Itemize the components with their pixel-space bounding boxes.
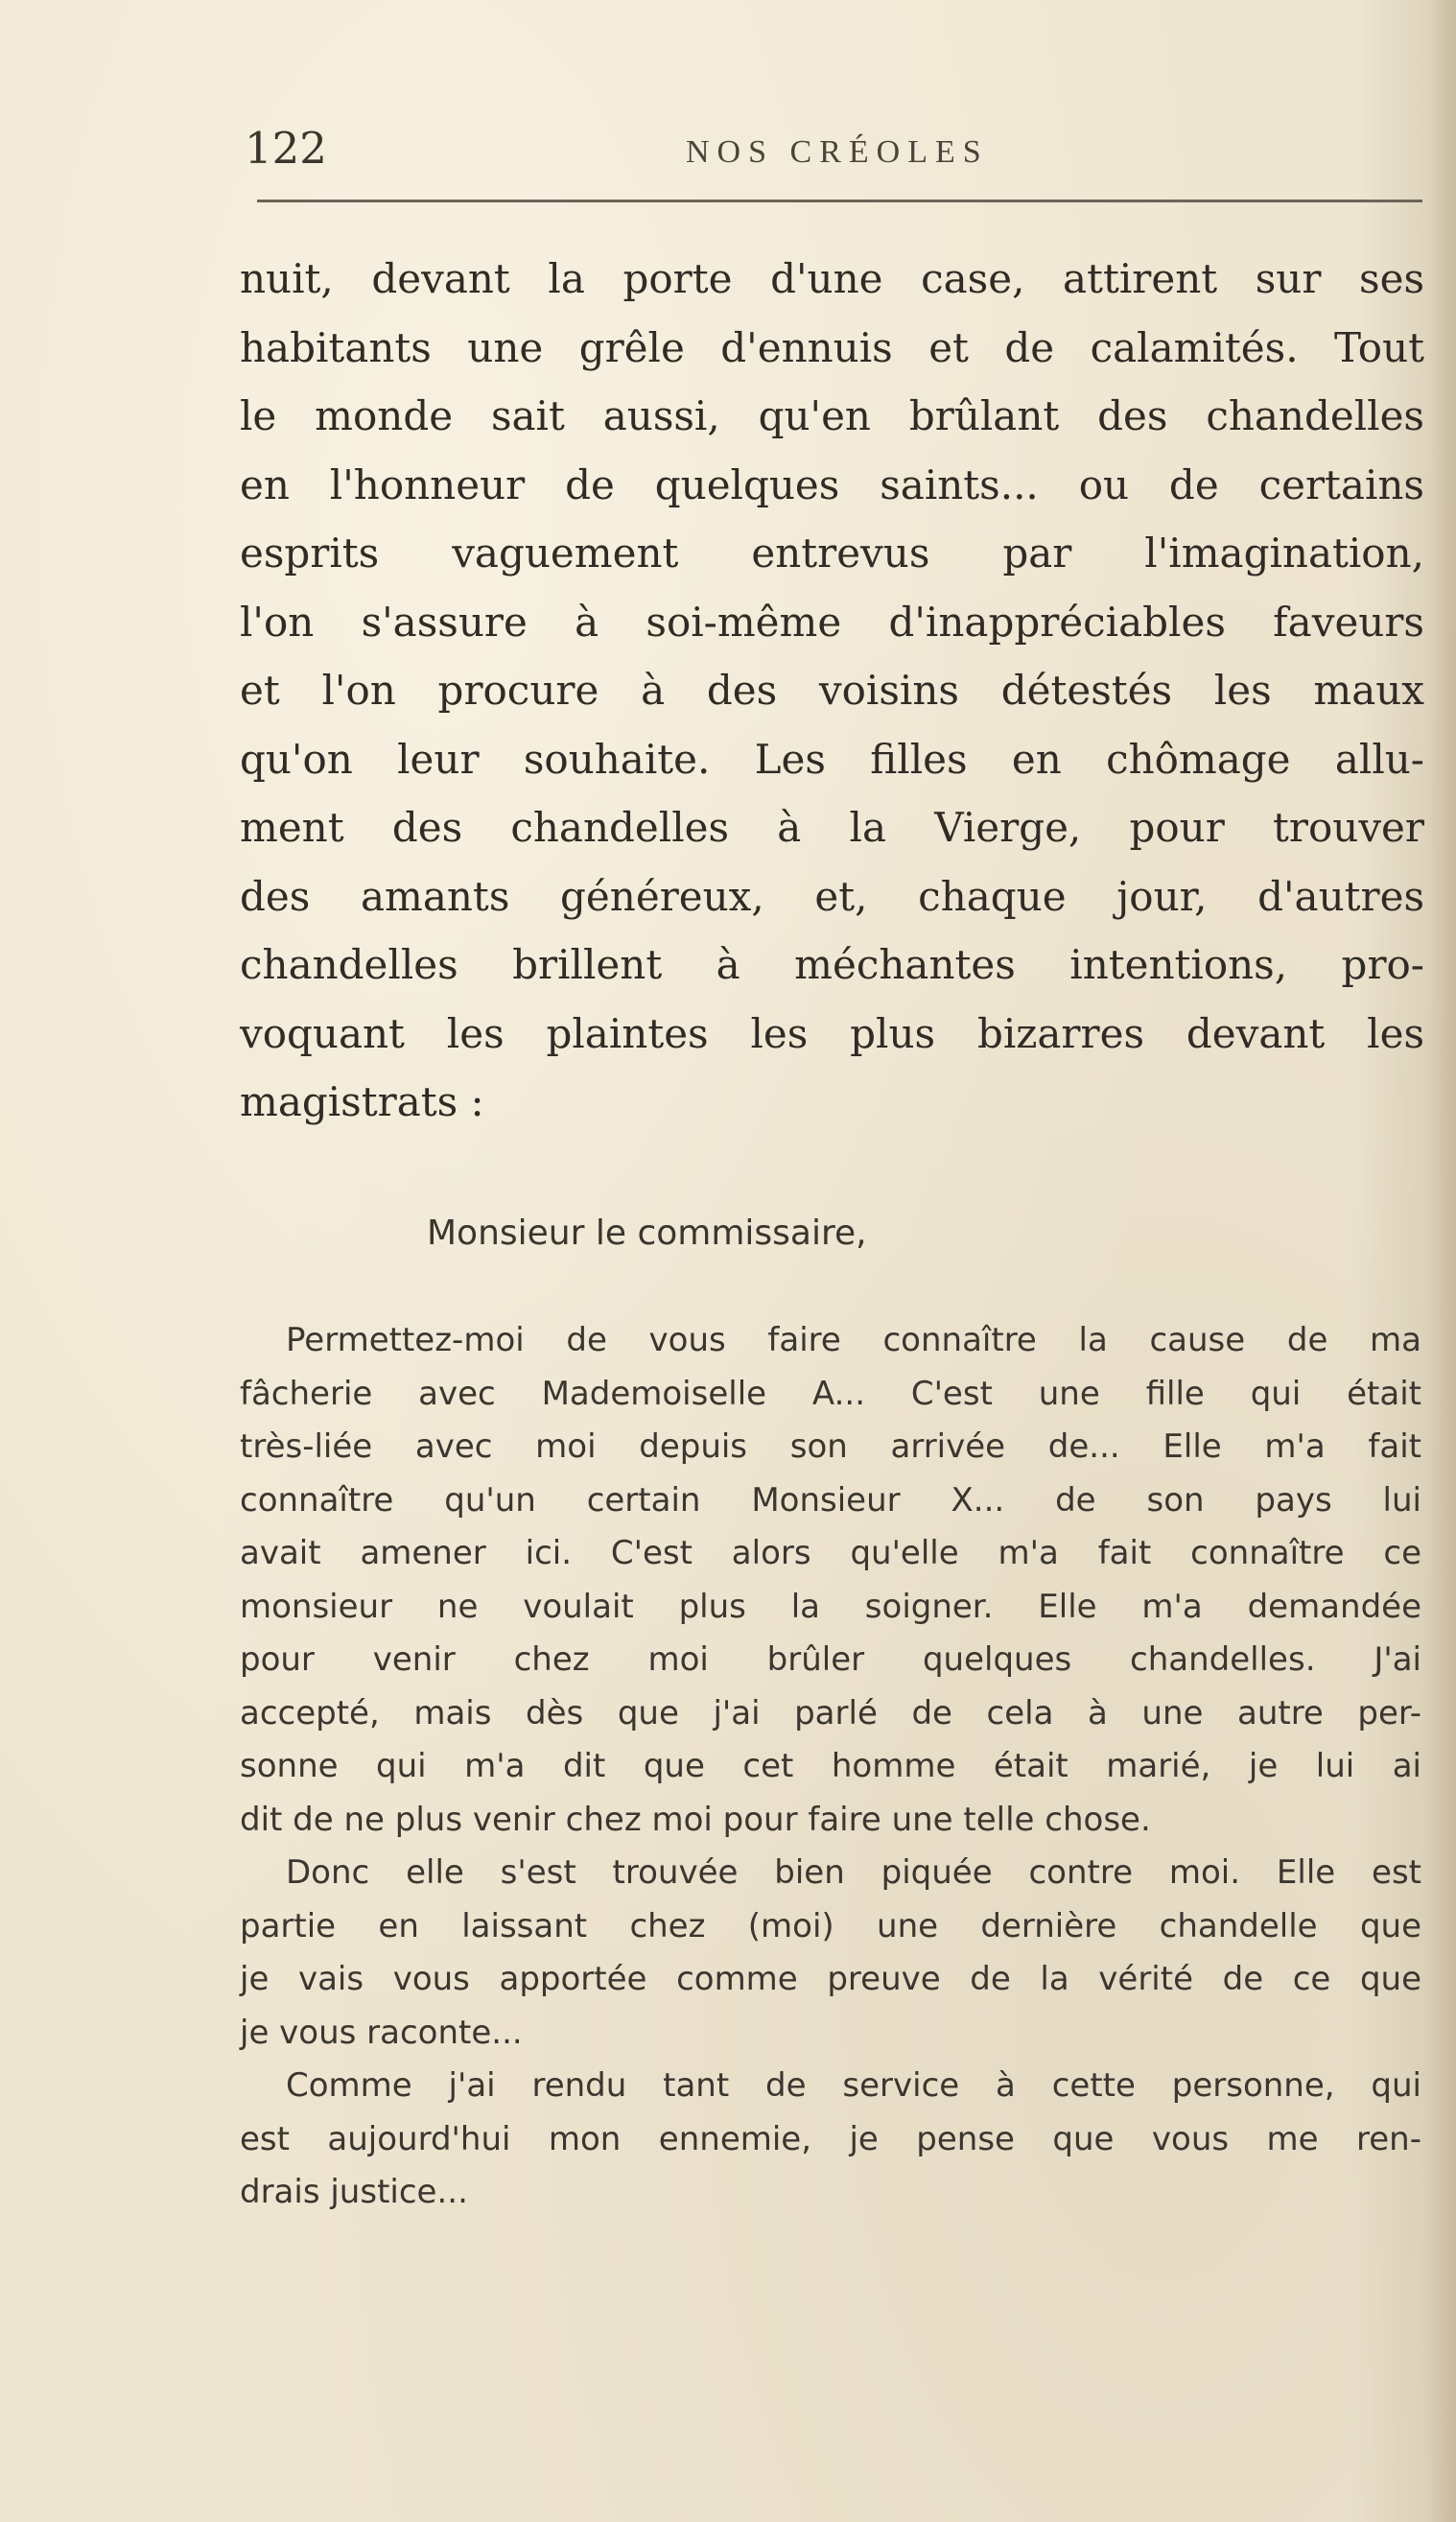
letter-line: sonne qui m'a dit que cet homme était marié, je lui ai <box>240 1747 1421 1785</box>
letter-line: drais justice... <box>240 2173 468 2211</box>
letter-line: dit de ne plus venir chez moi pour faire une telle chose. <box>240 1800 1151 1839</box>
letter-line: Comme j'ai rendu tant de service à cette personne, qui <box>286 2066 1421 2105</box>
body-line: voquant les plaintes les plus bizarres devant les <box>240 1009 1424 1057</box>
letter-line: pour venir chez moi brûler quelques chandelles. J'ai <box>240 1640 1421 1679</box>
letter-line: monsieur ne voulait plus la soigner. Elle m'a demandée <box>240 1587 1421 1626</box>
page-edge-shadow <box>1427 0 1456 2522</box>
running-head: NOS CRÉOLES <box>686 134 989 170</box>
letter-line: partie en laissant chez (moi) une dernière chandelle que <box>240 1906 1421 1945</box>
body-line: et l'on procure à des voisins détestés les maux <box>240 667 1424 714</box>
body-line: esprits vaguement entrevus par l'imagination, <box>240 530 1424 577</box>
body-line: des amants généreux, et, chaque jour, d'autres <box>240 872 1424 920</box>
body-line: habitants une grêle d'ennuis et de calamités. Tout <box>240 323 1424 371</box>
body-paragraph <box>240 245 1424 1137</box>
letter-line: Permettez-moi de vous faire connaître la cause de ma <box>286 1321 1421 1359</box>
body-line: magistrats : <box>240 1078 484 1125</box>
body-line: l'on s'assure à soi-même d'inappréciables faveurs <box>240 598 1424 646</box>
letter-line: je vous raconte... <box>240 2013 523 2052</box>
body-line: le monde sait aussi, qu'en brûlant des chandelles <box>240 392 1424 439</box>
letter-line: avait amener ici. C'est alors qu'elle m'a fait connaître ce <box>240 1534 1421 1572</box>
body-line: ment des chandelles à la Vierge, pour trouver <box>240 804 1424 851</box>
page-number: 122 <box>245 123 327 174</box>
header-rule <box>257 200 1422 202</box>
page-header <box>245 123 1420 190</box>
letter-line: Donc elle s'est trouvée bien piquée contre moi. Elle est <box>286 1853 1421 1892</box>
body-line: nuit, devant la porte d'une case, attirent sur ses <box>240 255 1424 302</box>
letter-line: très-liée avec moi depuis son arrivée de... Elle m'a fait <box>240 1427 1421 1466</box>
body-line: en l'honneur de quelques saints... ou de certains <box>240 460 1424 508</box>
letter-salutation: Monsieur le commissaire, <box>427 1214 867 1253</box>
letter-line: je vais vous apportée comme preuve de la vérité de ce que <box>240 1960 1421 1998</box>
letter-line: accepté, mais dès que j'ai parlé de cela à une autre per- <box>240 1693 1421 1732</box>
quoted-letter <box>240 1314 1421 2220</box>
body-line: chandelles brillent à méchantes intentions, pro- <box>240 941 1424 988</box>
letter-line: fâcherie avec Mademoiselle A... C'est une fille qui était <box>240 1374 1421 1413</box>
letter-line: connaître qu'un certain Monsieur X... de son pays lui <box>240 1480 1421 1520</box>
letter-line: est aujourd'hui mon ennemie, je pense que vous me ren- <box>240 2119 1421 2158</box>
body-line: qu'on leur souhaite. Les filles en chômage allu- <box>240 735 1424 783</box>
